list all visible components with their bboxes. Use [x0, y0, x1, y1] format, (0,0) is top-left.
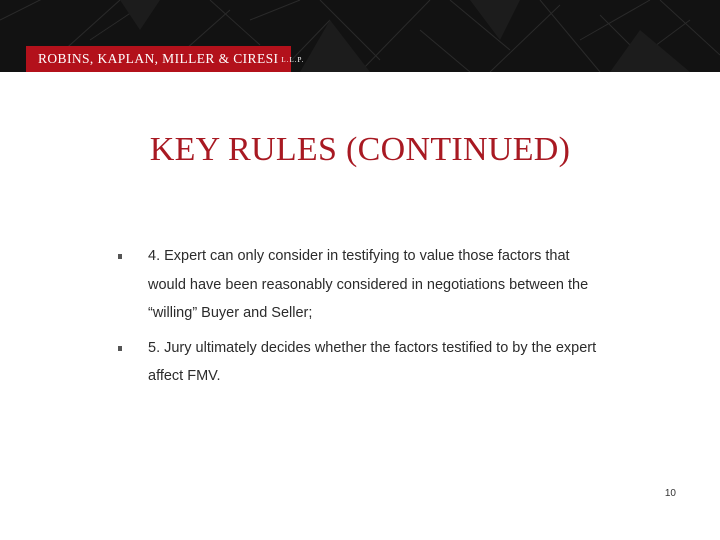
- bullet-text: 4. Expert can only consider in testifying to value those factors that would have been reasonably considered in negotiations between the “willing” Buyer and Seller;: [148, 248, 589, 321]
- bullet-list: [118, 242, 598, 397]
- bullet-marker-icon: [118, 346, 122, 351]
- bullet-item: [118, 242, 598, 328]
- page-number: 10: [664, 488, 676, 499]
- header-banner: [0, 0, 720, 72]
- slide-title: KEY RULES (CONTINUED): [149, 131, 571, 168]
- bullet-item: [118, 334, 598, 391]
- brand-logo-text: [38, 51, 304, 67]
- brand-bar: [26, 46, 305, 72]
- bullet-text: 5. Jury ultimately decides whether the factors testified to by the expert affect FMV.: [148, 339, 597, 384]
- brand-name: ROBINS, KAPLAN, MILLER & CIRESI: [38, 51, 279, 66]
- bullet-marker-icon: [118, 254, 122, 259]
- brand-suffix: L.L.P.: [281, 56, 305, 64]
